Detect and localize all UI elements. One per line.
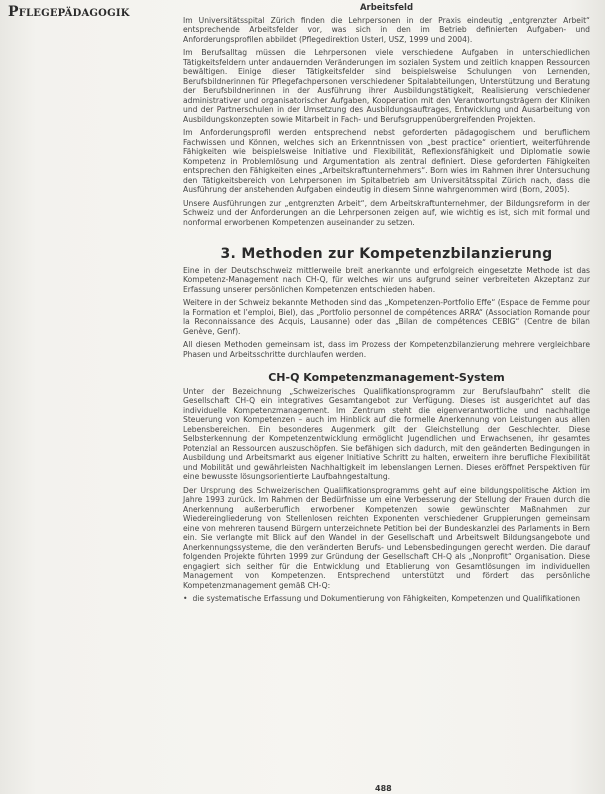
- paragraph: Unsere Ausführungen zur „entgrenzten Arbeit“, dem Arbeitskraftunternehmer, der Bildungsreform in der Schweiz und der Anforderungen an die Lehrpersonen zeigen auf, wie wichtig es ist, sich mit formal und nonformal erworbenen Kompetenzen auseinander zu setzen.: [183, 198, 590, 227]
- section-heading: 3. Methoden zur Kompetenzbilanzierung: [220, 246, 553, 262]
- paragraph: All diesen Methoden gemeinsam ist, dass im Prozess der Kompetenzbilanzierung mehrere vergleichbare Phasen und Arbeitsschritte durchlaufen werden.: [183, 340, 590, 359]
- text-column: [183, 4, 590, 604]
- list-item-text: die systematische Erfassung und Dokumentierung von Fähigkeiten, Kompetenzen und Qualifikationen: [192, 594, 581, 603]
- running-header: Pflegepädagogik: [8, 4, 130, 20]
- paragraph: Im Berufsalltag müssen die Lehrpersonen viele verschiedene Aufgaben in unterschiedlichen Tätigkeitsfeldern unter andauernden Veränderungen im sozialen System und zeitlich knappen Ressourcen bewältigen. Einige dieser Tätigkeitsfelder sind beispielsweise Schulungen von Lernenden, Berufsbildnerinnen für Pflegefachpersonen verschiedener Spitalabteilungen, Unterstützung und Beratung der Berufsbildnerinnen in der Ausführung ihrer Ausbildungstätigkeit, Realisierung verschiedener administrativer und organisatorischer Aufgaben, Kooperation mit den Verantwortungsträgern der Kliniken und der Partnerschulen in der Umsetzung des Ausbildungsauftrages, Entwicklung und Ausarbeitung von Ausbildungskonzepten sowie Mitarbeit in Fach- und Berufsgruppenübergreifenden Projekten.: [183, 48, 590, 124]
- paragraph: Unter der Bezeichnung „Schweizerisches Qualifikationsprogramm zur Berufslaufbahn“ stellt die Gesellschaft CH-Q ein integratives Gesamtangebot zur Verfügung. Dieses ist ausgerichtet auf das individuelle Kompetenzmanagement. Im Zentrum steht die eigenverantwortliche und nachhaltige Steuerung von Kompetenzen – auch im Hinblick auf die formelle Anerkennung von Leistungen aus allen Lebensbereichen. Ein besonderes Augenmerk gilt der Gleichstellung der Geschlechter. Diese Selbsterkennung der Kompetenzentwicklung ermöglicht Jugendlichen und Erwachsenen, ihr gesamtes Potenzial an Ressourcen auszuschöpfen. Sie befähigen sich dadurch, mit den geänderten Bedingungen in Ausbildung und Arbeitsmarkt aus eigener Initiative Schritt zu halten, erweitern ihre berufliche Flexibilität und Mobilität und gewährleisten Nachhaltigkeit im lebenslangen Lernen. Dieses eröffnet Perspektiven für eine bewusste lösungsorientierte Laufbahngestaltung.: [183, 386, 590, 481]
- paragraph: Weitere in der Schweiz bekannte Methoden sind das „Kompetenzen-Portfolio Effe“ (Espace de Femme pour la Formation et l’emploi, Biel), das „Portfolio personnel de compétences ARRA“ (Association Romande pour la Reconnaissance des Acquis, Lausanne) oder das „Bilan de compétences CEBIG“ (Centre de bilan Genève, Genf).: [183, 298, 590, 336]
- list-item: [183, 594, 590, 604]
- section-subtitle: Arbeitsfeld: [359, 3, 414, 13]
- paragraph: Im Anforderungsprofil werden entsprechend nebst geforderten pädagogischem und beruflichem Fachwissen und Können, welches sich an Erkenntnissen von „best practice“ orientiert, weiterführende Fähigkeiten wie beispielsweise Initiative und Flexibilität, Reflexionsfähigkeit und Diplomatie sowie Kompetenz in Problemlösung und Argumentation als zentral definiert. Diese geforderten Fähigkeiten entsprechen den Fähigkeiten eines „Arbeitskraftunternehmers“. Born wies im Rahmen ihrer Untersuchung den Tätigkeitsbereich von Lehrpersonen im Spitalbetrieb am Universitätsspital Zürich nach, dass die Ausführung der anstehenden Aufgaben eindeutig in diesem Sinne wahrgenommen wird (Born, 2005).: [183, 128, 590, 194]
- subsection-heading: CH-Q Kompetenzmanagement-System: [268, 371, 505, 384]
- paragraph: Der Ursprung des Schweizerischen Qualifikationsprogramms geht auf eine bildungspolitische Aktion im Jahre 1993 zurück. Im Rahmen der Bedürfnisse um eine Verbesserung der Stellung der Frauen durch die Anerkennung außerberuflich erworbener Kompetenzen sowie gewünschter Maßnahmen zur Wiedereingliederung von Stellenlosen reichten Exponenten verschiedener Gruppierungen gemeinsam eine von mehreren tausend Bürgern unterzeichnete Petition bei der Bundeskanzlei des Parlaments in Bern ein. Sie verlangte mit Blick auf den Wandel in der Gesellschaft und Arbeitswelt Bildungsangebote und Anerkennungssysteme, die den veränderten Berufs- und Lebensbedingungen gerecht werden. Die darauf folgenden Projekte führten 1999 zur Gründung der Gesellschaft CH-Q als „Nonprofit“ Organisation. Diese engagiert sich seither für die Entwicklung und Etablierung von Gesamtlösungen im individuellen Management von Kompetenzen. Entsprechend unterstützt und fördert das persönliche Kompetenzmanagement gemäß CH-Q:: [183, 485, 590, 590]
- paragraph: Eine in der Deutschschweiz mittlerweile breit anerkannte und erfolgreich eingesetzte Methode ist das Kompetenz-Management nach CH-Q, für welches wir uns aufgrund seiner verbreiteten Akzeptanz zur Erfassung unserer persönlichen Kompetenzen entschieden haben.: [183, 265, 590, 294]
- page-number: 488: [375, 784, 392, 793]
- paragraph: Im Universitätsspital Zürich finden die Lehrpersonen in der Praxis eindeutig „entgrenzter Arbeit“ entsprechende Arbeitsfelder vor, was sich in den im Betrieb definierten Aufgaben- und Anforderungsprofilen abbildet (Pflegedirektion Usterl, USZ, 1999 und 2004).: [183, 15, 590, 44]
- bullet-icon: •: [183, 594, 188, 603]
